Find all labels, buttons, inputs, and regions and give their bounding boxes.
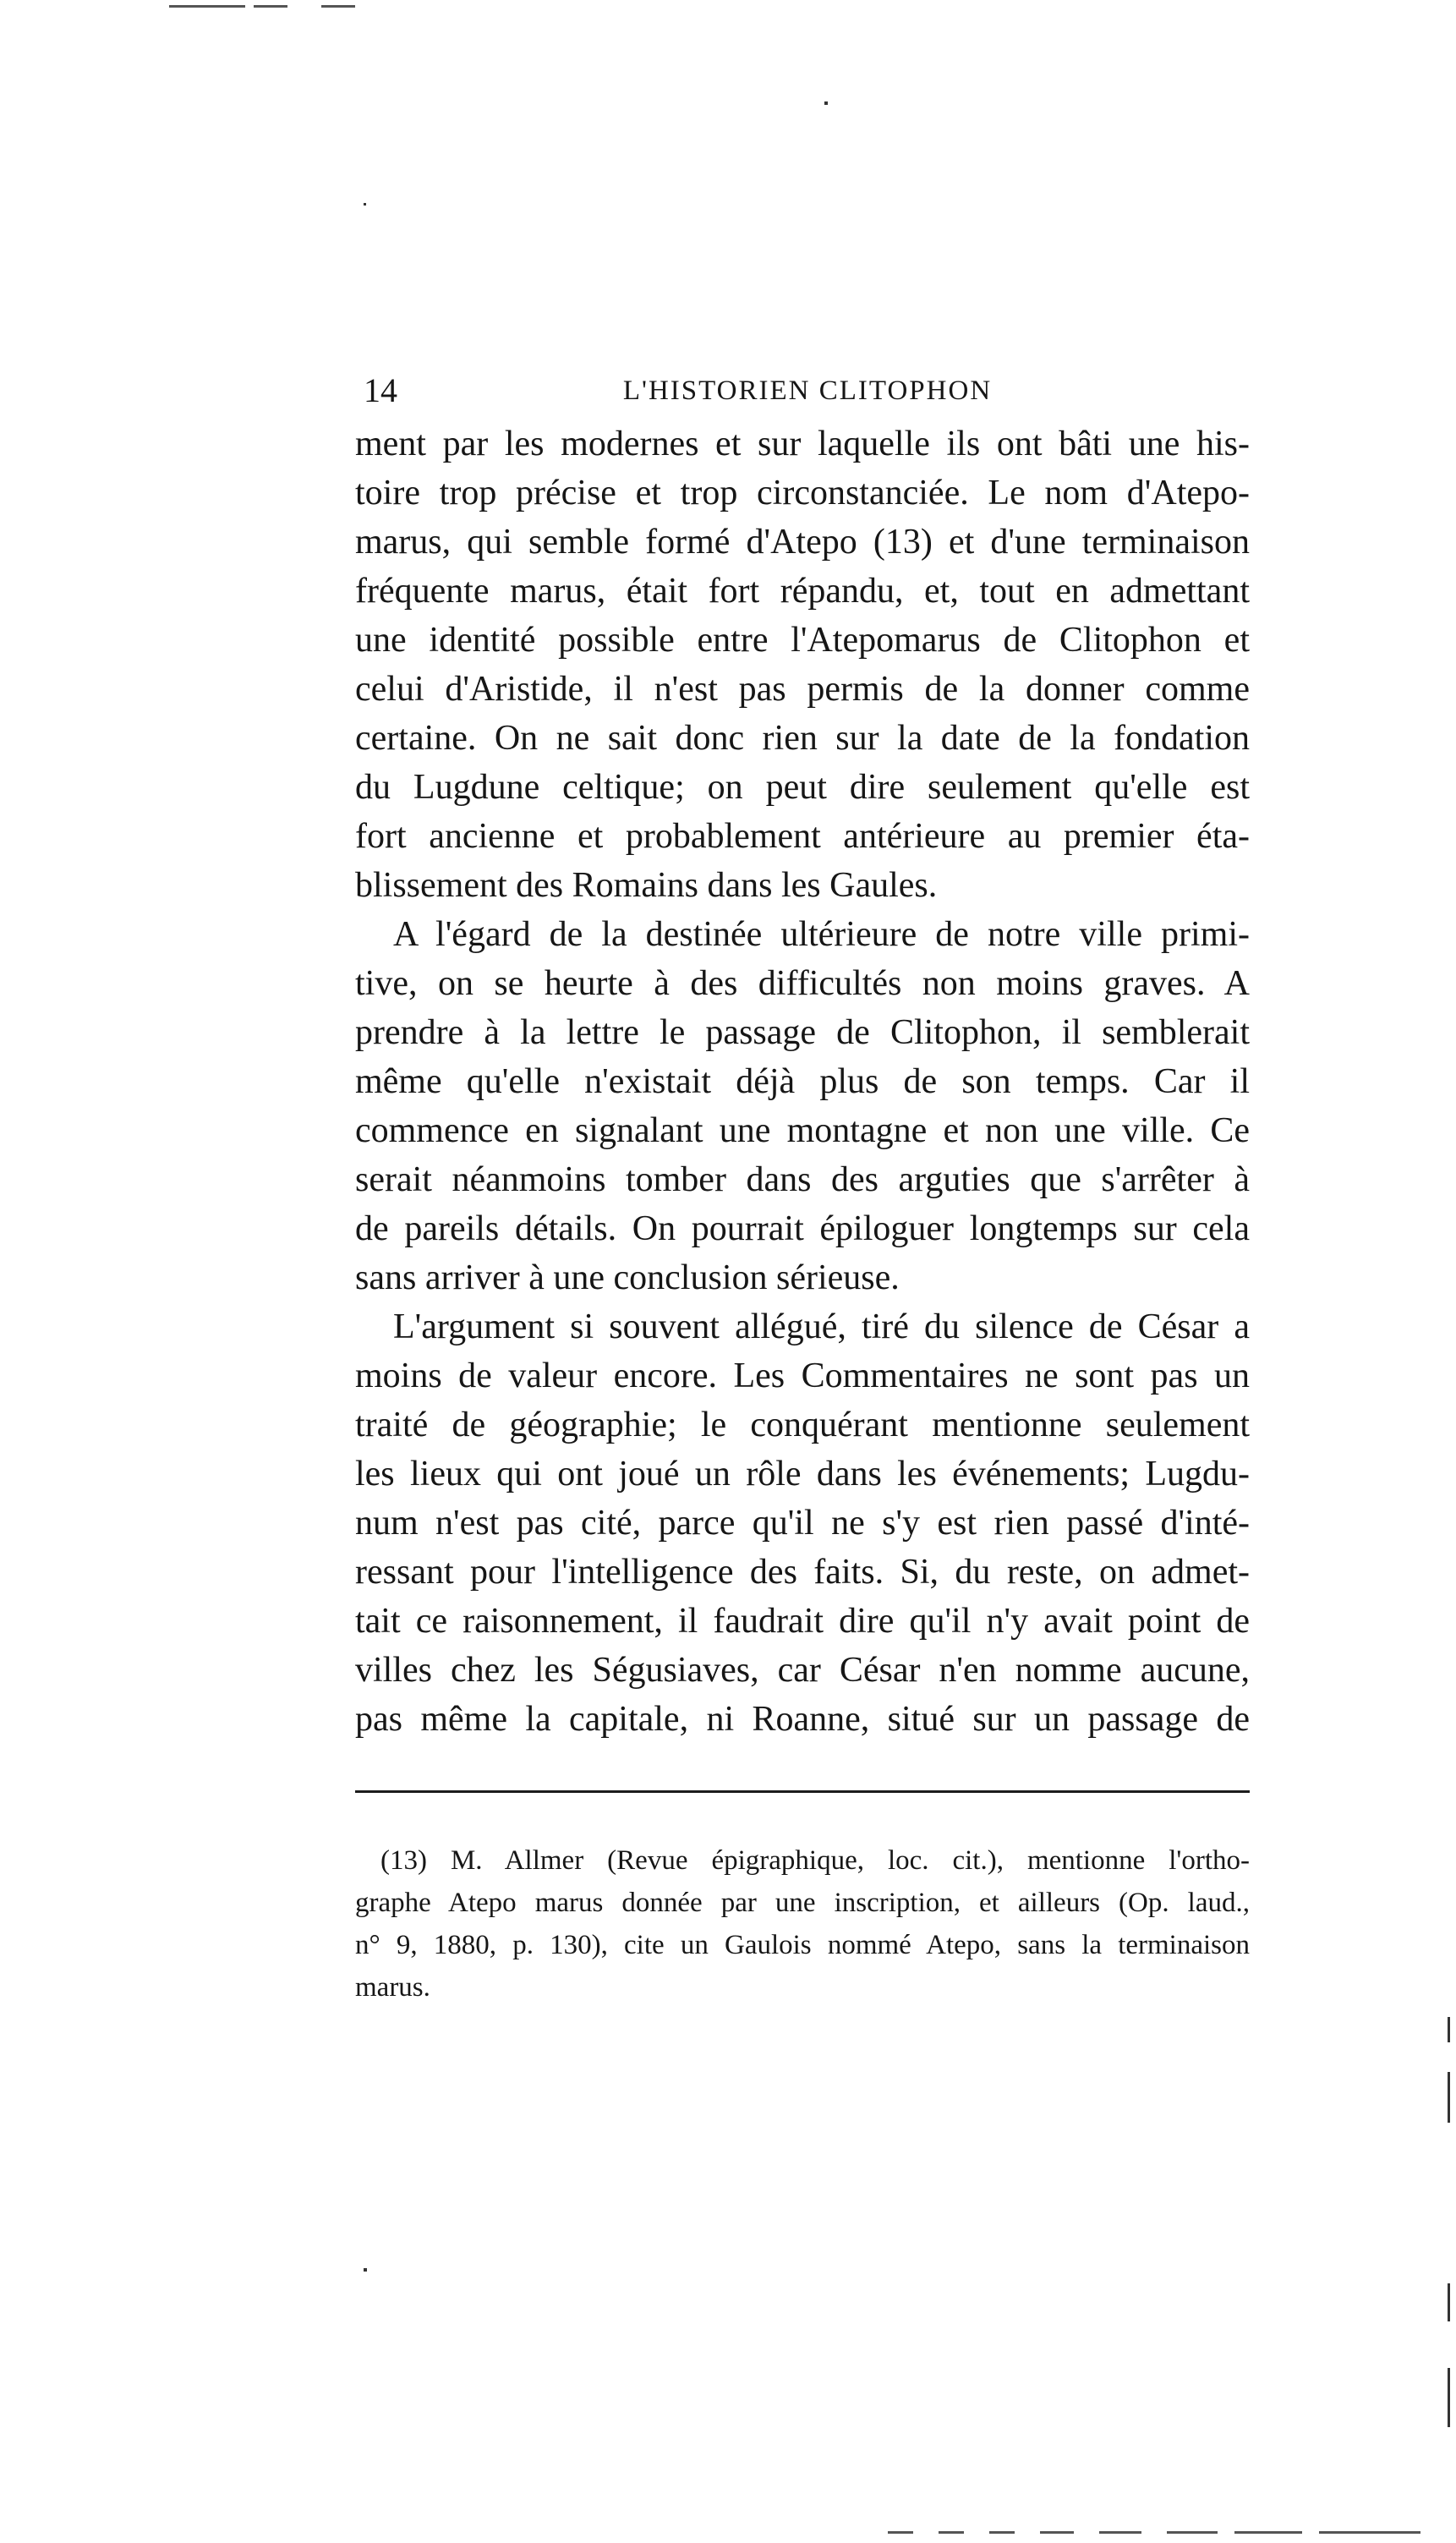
scan-artifact-bottom [1099,2531,1141,2534]
scan-edge-mark [1448,2283,1450,2321]
text-line: sans arriver à une conclusion sérieuse. [355,1258,900,1297]
text-line: les lieux qui ont joué un rôle dans les événements; Lugdu- [355,1455,1250,1493]
text-line: blissement des Romains dans les Gaules. [355,866,938,905]
running-title: L'HISTORIEN CLITOPHON [622,375,993,406]
text-line: de pareils détails. On pourrait épiloguer longtemps sur cela [355,1209,1250,1248]
footnote-line: n° 9, 1880, p. 130), cite un Gaulois nommé Atepo, sans la terminaison [355,1930,1250,1960]
page-number: 14 [364,371,397,409]
footnote-rule [355,1790,1250,1793]
text-line: num n'est pas cité, parce qu'il ne s'y est rien passé d'inté- [355,1504,1250,1543]
text-line: ressant pour l'intelligence des faits. Si, du reste, on admet- [355,1553,1250,1592]
text-line: moins de valeur encore. Les Commentaires ne sont pas un [355,1356,1250,1395]
text-line: fréquente marus, était fort répandu, et, tout en admettant [355,572,1250,611]
footnote-line: marus. [355,1972,430,2003]
scan-artifact-bottom [939,2531,964,2534]
scan-artifact-bottom [1234,2531,1302,2534]
scan-artifact-bottom [1319,2531,1420,2534]
text-line: certaine. On ne sait donc rien sur la date de la fondation [355,719,1250,758]
scan-artifact-bottom [1040,2531,1074,2534]
text-line: toire trop précise et trop circonstanciée. Le nom d'Atepo- [355,474,1250,512]
footnote-line: (13) M. Allmer (Revue épigraphique, loc. cit.), mentionne l'ortho- [380,1845,1250,1876]
text-line: ment par les modernes et sur laquelle ils ont bâti une his- [355,425,1250,463]
text-line: villes chez les Ségusiaves, car César n'en nomme aucune, [355,1651,1250,1690]
text-line: marus, qui semble formé d'Atepo (13) et d'une terminaison [355,523,1250,562]
scan-edge-mark [1448,2072,1450,2123]
scan-speck [364,2268,367,2272]
text-line: tait ce raisonnement, il faudrait dire qu'il n'y avait point de [355,1602,1250,1641]
text-line: prendre à la lettre le passage de Clitophon, il semblerait [355,1013,1250,1052]
scan-artifact-bottom [1167,2531,1218,2534]
text-line: même qu'elle n'existait déjà plus de son temps. Car il [355,1062,1250,1101]
scan-speck [364,203,366,206]
scan-artifact-bottom [888,2531,913,2534]
footnote-line: graphe Atepo marus donnée par une inscription, et ailleurs (Op. laud., [355,1888,1250,1918]
text-line: L'argument si souvent allégué, tiré du silence de César a [393,1307,1250,1346]
scan-edge-mark [1448,2017,1450,2042]
scan-artifact-top [254,5,287,8]
text-line: du Lugdune celtique; on peut dire seulement qu'elle est [355,768,1250,807]
scan-artifact-top [321,5,355,8]
text-line: une identité possible entre l'Atepomarus de Clitophon et [355,621,1250,660]
text-line: celui d'Aristide, il n'est pas permis de la donner comme [355,670,1250,709]
page-header [364,365,1251,416]
text-line: commence en signalant une montagne et non une ville. Ce [355,1111,1250,1150]
text-line: serait néanmoins tomber dans des arguties que s'arrêter à [355,1160,1250,1199]
text-line: traité de géographie; le conquérant mentionne seulement [355,1406,1250,1444]
scan-speck [824,101,828,105]
scan-artifact-top [169,5,245,8]
text-line: pas même la capitale, ni Roanne, situé sur un passage de [355,1700,1250,1739]
scan-artifact-bottom [989,2531,1015,2534]
text-line: fort ancienne et probablement antérieure au premier éta- [355,817,1250,856]
text-line: A l'égard de la destinée ultérieure de notre ville primi- [393,915,1250,954]
text-line: tive, on se heurte à des difficultés non moins graves. A [355,964,1250,1003]
scan-edge-mark [1448,2368,1450,2427]
